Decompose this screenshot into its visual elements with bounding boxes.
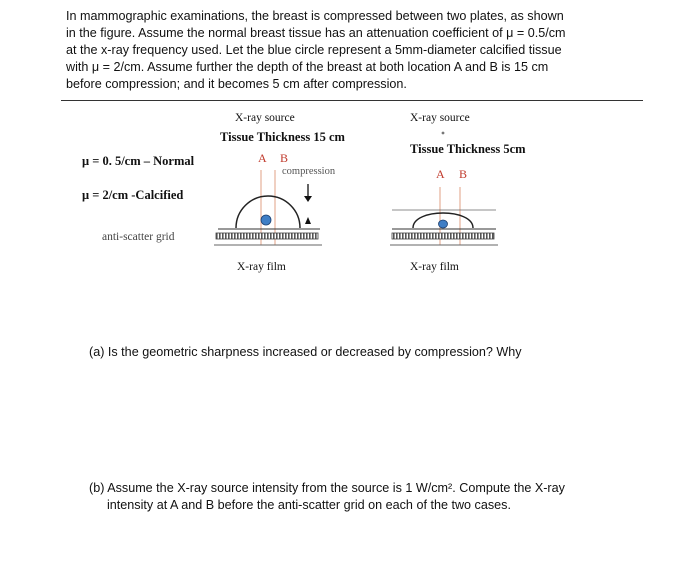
- right-point-b-label: B: [459, 167, 469, 181]
- anti-scatter-grid-label: anti-scatter grid: [102, 231, 175, 243]
- left-point-b-label: B: [280, 151, 290, 165]
- right-xray-source-label: X-ray source: [410, 112, 470, 124]
- problem-line-4: with μ = 2/cm. Assume further the depth of the breast at both location A and B is 15 cm: [66, 60, 549, 74]
- compression-arrow-down: [304, 184, 312, 202]
- compression-label: compression: [282, 166, 336, 177]
- figure-drawing: [0, 100, 700, 290]
- mu-calcified-label: μ = 2/cm -Calcified: [82, 188, 184, 202]
- left-anti-scatter-grid: [216, 233, 318, 239]
- left-film-label: X-ray film: [237, 261, 286, 273]
- left-point-a-label: A: [258, 151, 268, 165]
- problem-line-1: In mammographic examinations, the breast is compressed between two plates, as shown: [66, 9, 564, 23]
- question-b-line-2: intensity at A and B before the anti-scatter grid on each of the two cases.: [107, 498, 511, 512]
- mammography-figure: [0, 100, 700, 290]
- problem-line-3: at the x-ray frequency used. Let the blue circle represent a 5mm-diameter calcified tissue: [66, 43, 562, 57]
- problem-line-2: in the figure. Assume the normal breast tissue has an attenuation coefficient of μ = 0.5/cm: [66, 26, 566, 40]
- left-xray-source-label: X-ray source: [235, 112, 295, 124]
- question-b-line-1: (b) Assume the X-ray source intensity from the source is 1 W/cm². Compute the X-ray: [89, 481, 565, 495]
- right-calcification-circle: [439, 220, 448, 228]
- right-anti-scatter-grid: [392, 233, 494, 239]
- right-thickness-label: Tissue Thickness 5cm: [410, 142, 526, 156]
- question-a: (a) Is the geometric sharpness increased or decreased by compression? Why: [89, 345, 522, 359]
- right-xray-source-point: [442, 132, 445, 135]
- problem-line-5: before compression; and it becomes 5 cm after compression.: [66, 77, 407, 91]
- problem-statement: [66, 8, 636, 93]
- left-thickness-label: Tissue Thickness 15 cm: [220, 130, 345, 144]
- compression-arrow-up: [305, 217, 311, 224]
- right-film-label: X-ray film: [410, 261, 459, 273]
- mu-normal-label: μ = 0. 5/cm – Normal: [82, 154, 195, 168]
- right-point-a-label: A: [436, 167, 446, 181]
- left-calcification-circle: [261, 215, 271, 225]
